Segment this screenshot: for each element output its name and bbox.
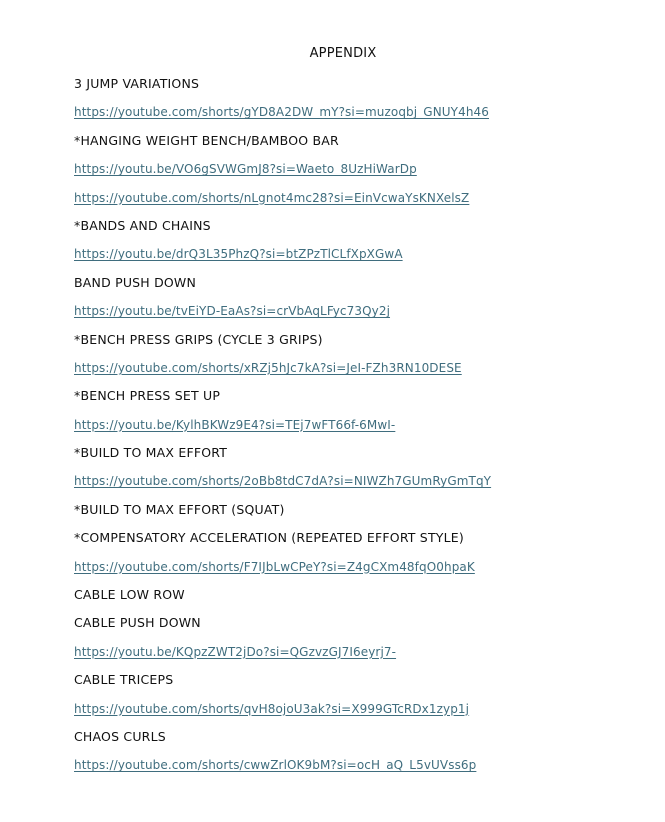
video-link[interactable]: https://youtube.com/shorts/qvH8ojoU3ak?si=X999GTcRDx1zyp1j	[74, 701, 470, 716]
exercise-heading: *BENCH PRESS GRIPS (CYCLE 3 GRIPS)	[74, 331, 323, 347]
exercise-heading: *HANGING WEIGHT BENCH/BAMBOO BAR	[74, 132, 339, 148]
page-title: APPENDIX	[309, 46, 377, 61]
exercise-heading: 3 JUMP VARIATIONS	[74, 76, 200, 91]
exercise-heading: *BENCH PRESS SET UP	[74, 388, 221, 404]
video-link[interactable]: https://youtube.com/shorts/xRZj5hJc7kA?si=JeI-FZh3RN10DESE	[74, 360, 462, 375]
exercise-heading: *BUILD TO MAX EFFORT (SQUAT)	[74, 501, 285, 517]
video-link[interactable]: https://youtu.be/drQ3L35PhzQ?si=btZPzTlCLfXpXGwA	[74, 247, 403, 262]
video-link[interactable]: https://youtube.com/shorts/cwwZrlOK9bM?si=ocH_aQ_L5vUVss6p	[74, 758, 477, 773]
video-link[interactable]: https://youtu.be/KylhBKWz9E4?si=TEj7wFT66f-6MwI-	[74, 417, 396, 432]
video-link[interactable]: https://youtube.com/shorts/2oBb8tdC7dA?si=NIWZh7GUmRyGmTqY	[74, 474, 492, 489]
video-link[interactable]: https://youtu.be/tvEiYD-EaAs?si=crVbAqLFyc73Qy2j	[74, 304, 391, 319]
exercise-heading: BAND PUSH DOWN	[74, 274, 197, 290]
video-link[interactable]: https://youtube.com/shorts/gYD8A2DW_mY?si=muzoqbj_GNUY4h46	[74, 105, 489, 120]
exercise-heading: *BANDS AND CHAINS	[74, 217, 211, 233]
exercise-heading: *BUILD TO MAX EFFORT	[74, 445, 228, 461]
exercise-heading: CABLE PUSH DOWN	[74, 615, 201, 631]
exercise-heading: CABLE LOW ROW	[74, 587, 185, 603]
video-link[interactable]: https://youtube.com/shorts/F7IJbLwCPeY?si=Z4gCXm48fqO0hpaK	[74, 559, 475, 574]
exercise-heading: CHAOS CURLS	[74, 728, 166, 744]
appendix-list	[74, 75, 654, 785]
video-link[interactable]: https://youtu.be/VO6gSVWGmJ8?si=Waeto_8UzHiWarDp	[74, 162, 417, 177]
exercise-heading: *COMPENSATORY ACCELERATION (REPEATED EFFORT STYLE)	[74, 530, 464, 546]
exercise-heading: CABLE TRICEPS	[74, 672, 174, 688]
video-link[interactable]: https://youtube.com/shorts/nLgnot4mc28?si=EinVcwaYsKNXelsZ	[74, 190, 470, 205]
video-link[interactable]: https://youtu.be/KQpzZWT2jDo?si=QGzvzGJ7I6eyrj7-	[74, 644, 397, 659]
